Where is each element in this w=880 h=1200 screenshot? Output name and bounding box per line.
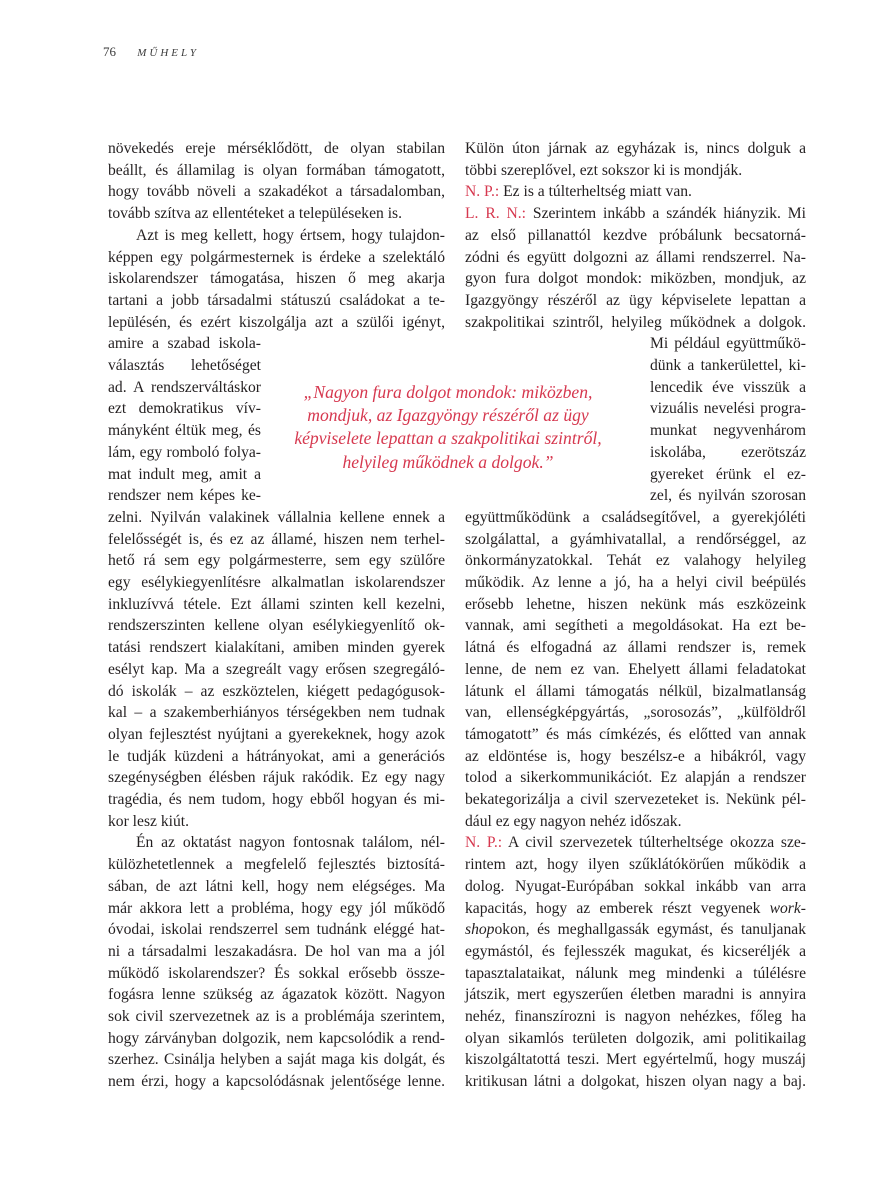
text-line: az első pillanattól kezdve próbálunk becsatorná-: [465, 226, 806, 244]
text-line: nehéz, finanszírozni is nagyon nehézkes, főleg ha: [465, 1008, 806, 1025]
text-line: lenne, de nem ez van. Ehelyett állami feladatokat: [465, 660, 806, 678]
text-line: amire a szabad iskola-: [108, 335, 261, 353]
text-line: tragédia, és nem tudom, hogy ebből hogyan és mi-: [108, 791, 445, 808]
text-line: önkormányzatokkal. Tehát ez valahogy helyileg: [465, 552, 806, 570]
text-line: munkat negyvenhárom: [650, 422, 806, 440]
italic-term: shop: [465, 921, 495, 939]
text-line: erősebb lehetne, hiszen nekünk más eszközeink: [465, 595, 806, 613]
text-line: olyan sikamlós területen dolgozik, ami politikailag: [465, 1029, 806, 1047]
text-line: esélyt kap. Ma a szegreált vagy erősen szegregáló-: [108, 660, 445, 678]
text-line: Külön úton járnak az egyházak is, nincs dolguk a: [465, 140, 806, 157]
text-line: látná és elfogadná az állami rendszer is, remek: [465, 639, 806, 657]
text-line: zódni és együtt dolgozni az állami rendszerrel. Na-: [465, 248, 806, 266]
text-line: dául ez egy nagyon nehéz időszak.: [465, 812, 682, 830]
text-line: óvodai, iskolai rendszerrel sem tudnánk eléggé hat-: [108, 921, 445, 939]
text-line: külözhetetlennek a megfelelő fejlesztés biztosítá-: [108, 856, 445, 874]
text-line: ad. A rendszerváltáskor: [108, 378, 261, 396]
text-span: Ez is a túlterheltség miatt van.: [503, 183, 692, 201]
text-line: Mi például együttműkö-: [650, 335, 806, 353]
text-line: sok civil szervezetnek az is a problémája szerintem,: [108, 1008, 445, 1025]
text-line: szegénységben élésben rájuk rakódik. Ez egy nagy: [108, 769, 445, 787]
text-line: [465, 898, 806, 920]
running-head: [103, 44, 199, 60]
text-line: sában, de azt látni kell, hogy nem elégséges. Ma: [108, 877, 445, 895]
text-line: látunk el állami támogatás nélkül, bizalmatlanság: [465, 682, 806, 700]
text-span: A civil szervezetek túlterheltsége okozza sze-: [508, 834, 806, 852]
text-line: együttműködünk a családsegítővel, a gyerekjóléti: [465, 508, 806, 526]
text-line: Azt is meg kellett, hogy értsem, hogy tulajdon-: [136, 226, 445, 244]
text-line: vizuális nevelési progra-: [650, 400, 806, 418]
text-line: lencedik éve visszük a: [650, 378, 806, 396]
text-line: már akkora lett a probléma, hogy egy jól működő: [108, 899, 445, 917]
text-line: növekedés ereje mérséklődött, de olyan stabilan: [108, 140, 445, 157]
text-line: szakpolitikai szintről, helyileg működnek a dolgok.: [465, 313, 806, 331]
text-line: hogy tovább növeli a szakadékot a társadalomban,: [108, 183, 445, 201]
text-line: olyan fejlesztést nyújtani a gyerekeknek, hogy azok: [108, 725, 445, 743]
pull-quote: [270, 381, 626, 474]
text-line: működő iskolarendszer? És sokkal erősebb össze-: [108, 964, 445, 982]
text-line: felelősségét is, és ez az államé, hiszen nem terhel-: [108, 530, 445, 548]
section-title: MŰHELY: [137, 47, 200, 59]
text-line: nem érzi, hogy a kapcsolódásnak jelentősége lenne.: [108, 1073, 445, 1091]
text-line: egymástól, és fejlesszék magukat, és kicseréljék a: [465, 942, 806, 960]
text-line: bekategorizálja a civil szervezeteket is. Nekünk pél-: [465, 791, 806, 808]
text-line: gyon fura dolgot mondok: miközben, mondjuk, az: [465, 270, 806, 288]
text-line: ni a társadalmi leszakadásra. De hol van ma a jól: [108, 942, 445, 960]
text-line: vannak, ami segítheti a megoldásokat. Ha ezt be-: [465, 617, 806, 635]
text-line: [465, 181, 806, 203]
text-span: kapacitás, hogy az emberek részt vegyenek: [465, 899, 761, 917]
speaker-label: L. R. N.:: [465, 205, 527, 223]
text-line: rendszerszinten kellene olyan esélykiegyenlítő ok-: [108, 617, 445, 635]
text-line: az eldöntése is, hogy beszélsz-e a hibákról, vagy: [465, 747, 806, 765]
text-line: Én az oktatást nagyon fontosnak találom, nél-: [136, 834, 445, 852]
text-line: tolod a sikerkommunikációt. Ez alapján a rendszer: [465, 769, 806, 787]
text-line: [465, 832, 806, 854]
speaker-label: N. P.:: [465, 183, 500, 201]
text-line: zel, és nyilván szorosan: [650, 487, 806, 505]
text-line: többi szereplővel, ezt sokszor ki is mondják.: [465, 161, 743, 179]
text-line: dünk a tankerülettel, ki-: [650, 357, 806, 374]
text-line: le tudják küzdeni a hátrányokat, ami a generációs: [108, 747, 445, 765]
text-line: szerhez. Csinálja helyben a saját maga kis dolgát, és: [108, 1051, 445, 1069]
text-line: fogásra lenne szükség az ágazatok között. Nagyon: [108, 986, 445, 1004]
text-line: tovább szítva az ellentéteket a településeken is.: [108, 205, 402, 223]
text-line: iskolarendszer támogatása, hiszen ő meg akarja: [108, 270, 445, 288]
text-span: okon, és meghallgassák egymást, és tanuljanak: [494, 921, 806, 939]
text-line: tatási rendszert kialakítani, amiben minden gyerek: [108, 639, 445, 657]
text-line: rendszer nem képes ke-: [108, 487, 261, 505]
text-line: mányként éltük meg, és: [108, 422, 261, 440]
pull-quote-line: képviselete lepattan a szakpolitikai szintről,: [294, 428, 602, 449]
pull-quote-line: mondjuk, az Igazgyöngy részéről az ügy: [307, 405, 589, 426]
text-line: ezt demokratikus vív-: [108, 400, 261, 418]
text-line: egy esélykiegyenlítésre alkalmatlan iskolarendszer: [108, 574, 445, 591]
text-line: zelni. Nyilván valakinek vállalnia kellene ennek a: [108, 508, 445, 526]
text-line: szolgálattal, a gyámhivatallal, a rendőrséggel, az: [465, 530, 806, 548]
page-number: 76: [103, 44, 116, 59]
pull-quote-line: helyileg működnek a dolgok.”: [342, 451, 554, 472]
text-line: dolog. Nyugat-Európában sokkal inkább van arra: [465, 877, 806, 895]
text-line: [465, 203, 806, 225]
text-line: mat indult meg, amit a: [108, 465, 261, 483]
text-line: lepülésén, és ezért kiszolgálja azt a szülői igényt,: [108, 313, 445, 331]
text-line: működik. Az lenne a jó, ha a helyi civil beépülés: [465, 574, 806, 591]
text-line: Igazgyöngy részéről az ügy képviselete lepattan a: [465, 291, 806, 309]
text-line: tartani a jobb társadalmi státuszú családokat a te-: [108, 291, 445, 309]
text-line: gyereket érünk el ez-: [650, 465, 806, 483]
text-line: hogy zárványban dolgozik, nem kapcsolódik a rend-: [108, 1029, 445, 1047]
text-line: kiszolgáltatottá teszi. Mert egyértelmű, hogy muszáj: [465, 1051, 806, 1069]
text-line: kor lesz kiút.: [108, 812, 189, 830]
pull-quote-line: „Nagyon fura dolgot mondok: miközben,: [303, 382, 593, 402]
text-line: lám, egy romboló folya-: [108, 443, 261, 461]
text-line: van, ellenségképgyártás, „sorosozás”, „külföldről: [465, 704, 806, 722]
text-line: kal – a szakemberhiányos térségekben nem tudnak: [108, 704, 445, 722]
text-line: játszik, mert egyszerűen életben maradni is annyira: [465, 986, 806, 1004]
text-line: választás lehetőséget: [108, 357, 261, 374]
text-line: iskolába, ezerötszáz: [650, 443, 806, 461]
text-line: támogatott” és más címkézés, és előtted van annak: [465, 725, 806, 743]
text-line: kritikusan látni a dolgokat, hiszen olyan nagy a baj.: [465, 1073, 806, 1091]
text-line: tapasztalataikat, nálunk meg mindenki a túlélésre: [465, 964, 806, 982]
text-line: dó iskolák – az eszköztelen, kiégett pedagógusok-: [108, 682, 445, 700]
text-line: képpen egy polgármesternek is érdeke a szelektáló: [108, 248, 445, 266]
text-line: inkluzívvá tétele. Ezt állami szinten kell kezelni,: [108, 595, 445, 613]
text-line: hető rá sem egy polgármesterre, sem egy szülőre: [108, 552, 445, 570]
italic-term: work-: [769, 899, 806, 917]
speaker-label: N. P.:: [465, 834, 503, 852]
text-line: rintem azt, hogy ilyen szűklátókörűen működik a: [465, 856, 806, 874]
text-span: Szerintem inkább a szándék hiányzik. Mi: [532, 205, 807, 223]
text-line: beállt, és államilag is olyan formában támogatott,: [108, 161, 445, 179]
text-line: [465, 919, 806, 941]
